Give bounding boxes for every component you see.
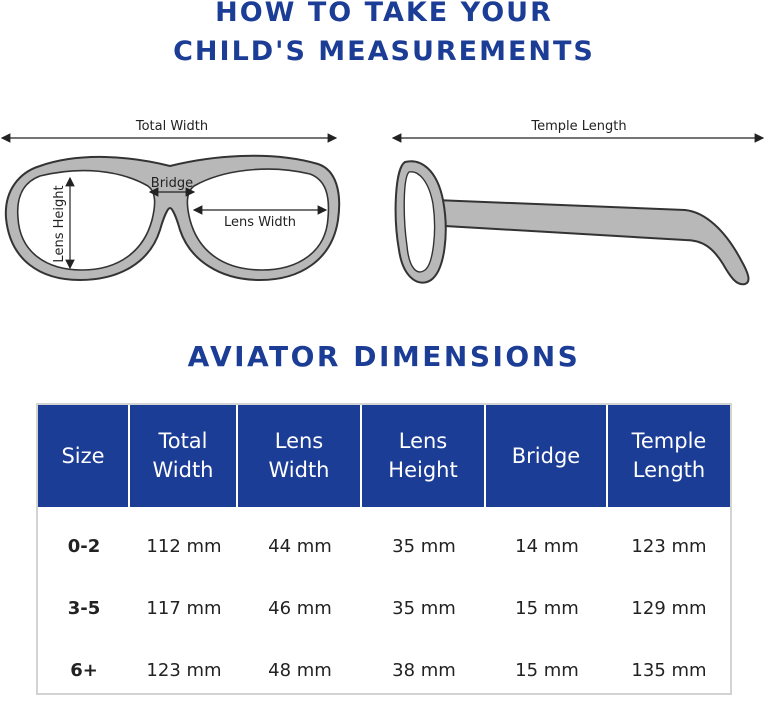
table-row [38, 515, 730, 577]
total-width-label: Total Width [135, 119, 209, 134]
header-size: Size [38, 405, 130, 507]
lens-width-label: Lens Width [224, 215, 296, 230]
title-line-1: HOW TO TAKE YOUR [215, 0, 553, 28]
cell-lens-height: 38 mm [392, 659, 456, 681]
cell-total-width: 112 mm [146, 535, 222, 557]
table-row [38, 577, 730, 639]
cell-size: 0-2 [67, 535, 101, 557]
cell-bridge: 14 mm [515, 535, 579, 557]
cell-total-width: 117 mm [146, 597, 222, 619]
side-view-diagram [385, 100, 765, 300]
cell-bridge: 15 mm [515, 659, 579, 681]
temple-length-label: Temple Length [531, 119, 627, 134]
cell-temple-length: 123 mm [631, 535, 707, 557]
header-lens-width: Lens Width [238, 405, 362, 507]
bridge-label: Bridge [150, 176, 194, 191]
cell-lens-width: 48 mm [268, 659, 332, 681]
cell-lens-width: 46 mm [268, 597, 332, 619]
cell-size: 6+ [70, 659, 98, 681]
cell-bridge: 15 mm [515, 597, 579, 619]
cell-temple-length: 135 mm [631, 659, 707, 681]
table-header [38, 405, 730, 507]
header-total-width: Total Width [130, 405, 238, 507]
cell-lens-width: 44 mm [268, 535, 332, 557]
header-bridge: Bridge [486, 405, 608, 507]
title-line-2: CHILD'S MEASUREMENTS [173, 36, 595, 67]
cell-temple-length: 129 mm [631, 597, 707, 619]
cell-lens-height: 35 mm [392, 535, 456, 557]
table-body [38, 507, 730, 701]
table-row [38, 639, 730, 701]
lens-height-label: Lens Height [52, 185, 67, 263]
temple-arm [435, 200, 748, 284]
front-view-diagram [0, 100, 360, 300]
cell-lens-height: 35 mm [392, 597, 456, 619]
header-lens-height: Lens Height [362, 405, 486, 507]
cell-total-width: 123 mm [146, 659, 222, 681]
header-temple-length: Temple Length [631, 429, 707, 482]
section-title: AVIATOR DIMENSIONS [187, 340, 581, 373]
cell-size: 3-5 [67, 597, 101, 619]
dimensions-table [36, 403, 732, 695]
